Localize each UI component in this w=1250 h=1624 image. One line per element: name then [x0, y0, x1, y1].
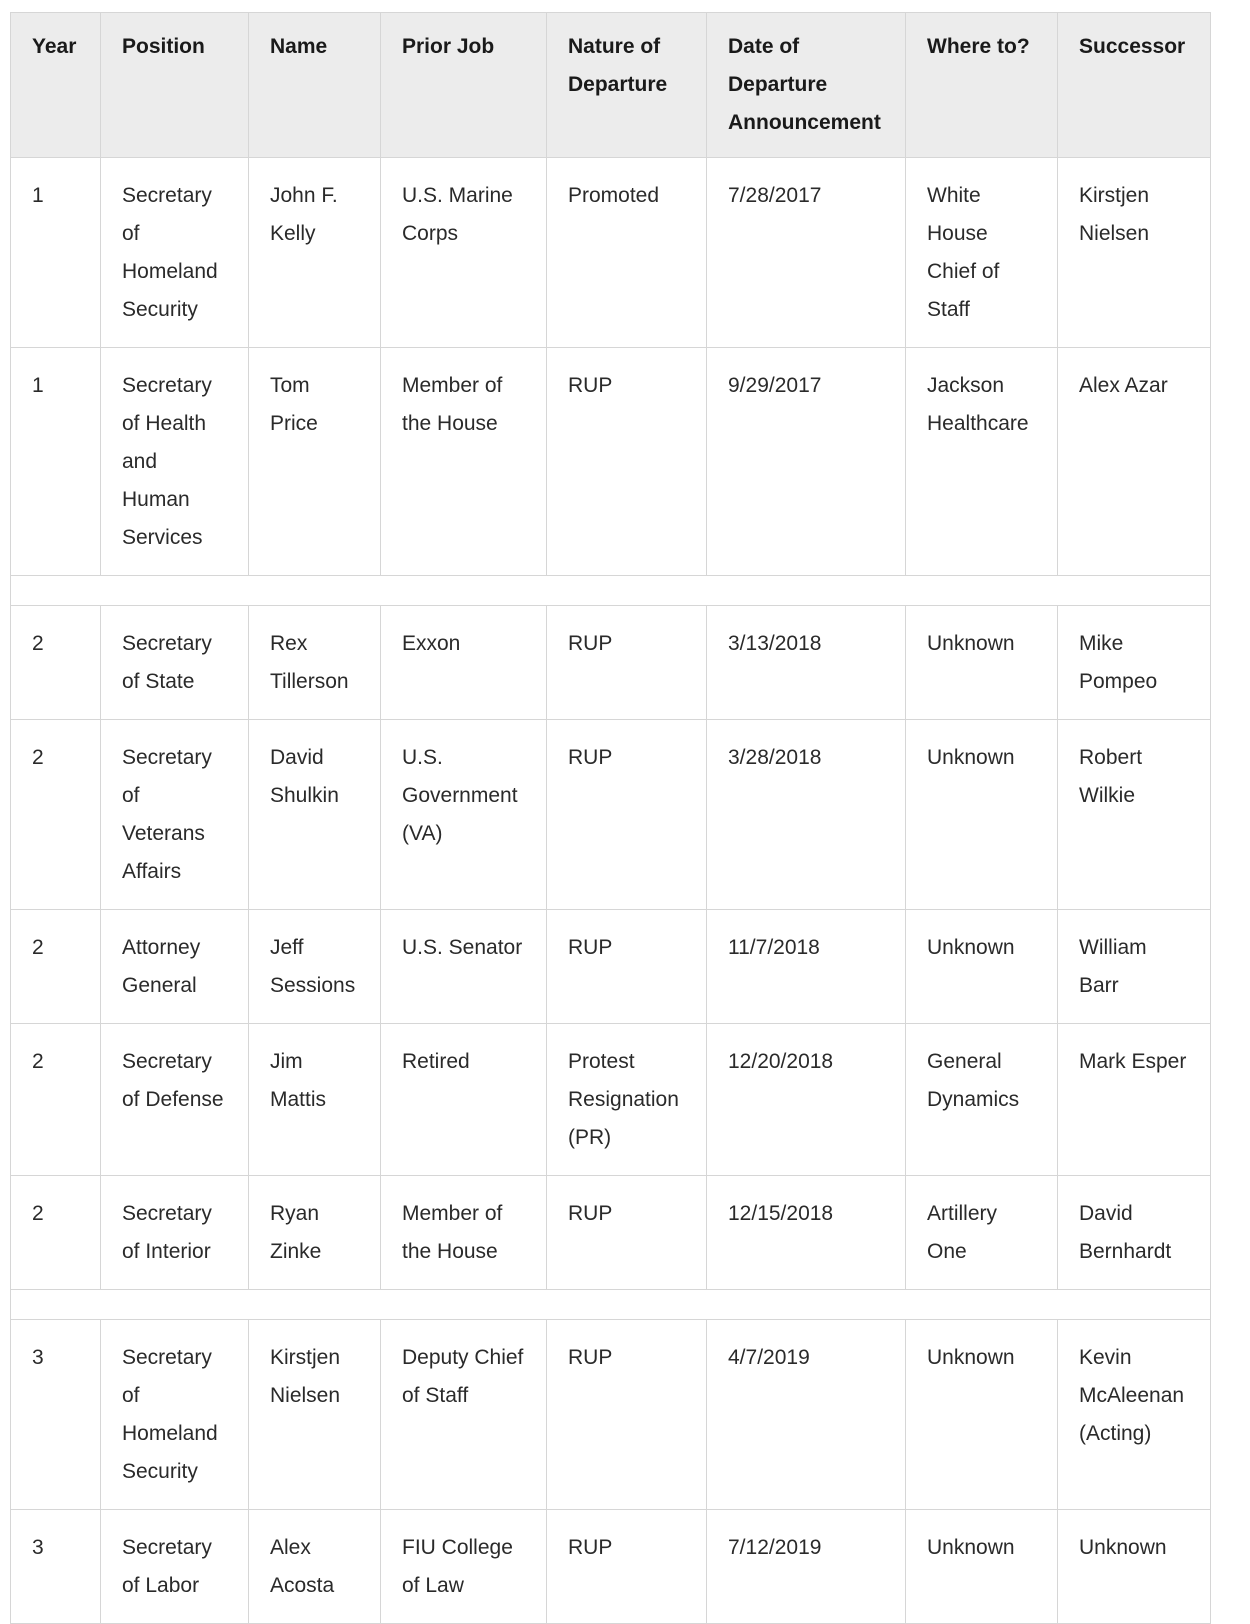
column-header-name: Name: [249, 13, 381, 158]
cell-prior-job: U.S. Senator: [381, 910, 547, 1024]
cell-position: Secretary of State: [101, 606, 249, 720]
table-row: [11, 348, 1211, 576]
cell-name: Rex Tillerson: [249, 606, 381, 720]
cell-nature-of-departure: RUP: [547, 1176, 707, 1290]
cell-nature-of-departure: Protest Resignation (PR): [547, 1024, 707, 1176]
cell-prior-job: U.S. Marine Corps: [381, 158, 547, 348]
cell-date-of-departure-announcement: 12/15/2018: [707, 1176, 906, 1290]
header-row: [11, 13, 1211, 158]
table-row: [11, 1176, 1211, 1290]
cell-nature-of-departure: RUP: [547, 348, 707, 576]
cell-where-to: General Dynamics: [906, 1024, 1058, 1176]
cell-position: Secretary of Interior: [101, 1176, 249, 1290]
cell-date-of-departure-announcement: 12/20/2018: [707, 1024, 906, 1176]
column-header-position: Position: [101, 13, 249, 158]
cell-date-of-departure-announcement: 11/7/2018: [707, 910, 906, 1024]
cell-prior-job: FIU College of Law: [381, 1510, 547, 1624]
table-body: [11, 158, 1211, 1624]
cell-year: 1: [11, 158, 101, 348]
cell-where-to: Unknown: [906, 1320, 1058, 1510]
cell-successor: Robert Wilkie: [1058, 720, 1211, 910]
cell-successor: Kirstjen Nielsen: [1058, 158, 1211, 348]
table-row: [11, 910, 1211, 1024]
cell-successor: Unknown: [1058, 1510, 1211, 1624]
cell-position: Secretary of Health and Human Services: [101, 348, 249, 576]
cell-successor: Mike Pompeo: [1058, 606, 1211, 720]
cell-name: Jeff Sessions: [249, 910, 381, 1024]
cell-year: 2: [11, 606, 101, 720]
cell-position: Secretary of Homeland Security: [101, 1320, 249, 1510]
column-header-year: Year: [11, 13, 101, 158]
cell-year: 2: [11, 720, 101, 910]
departures-table-container: [10, 12, 1210, 1624]
cell-year: 2: [11, 910, 101, 1024]
table-row: [11, 720, 1211, 910]
cell-name: Jim Mattis: [249, 1024, 381, 1176]
cell-where-to: White House Chief of Staff: [906, 158, 1058, 348]
cell-date-of-departure-announcement: 7/28/2017: [707, 158, 906, 348]
column-header-prior-job: Prior Job: [381, 13, 547, 158]
cell-where-to: Unknown: [906, 910, 1058, 1024]
cell-successor: Mark Esper: [1058, 1024, 1211, 1176]
cell-prior-job: Deputy Chief of Staff: [381, 1320, 547, 1510]
cell-successor: Kevin McAleenan (Acting): [1058, 1320, 1211, 1510]
cell-nature-of-departure: RUP: [547, 1510, 707, 1624]
table-row: [11, 158, 1211, 348]
cell-name: Kirstjen Nielsen: [249, 1320, 381, 1510]
cell-position: Secretary of Homeland Security: [101, 158, 249, 348]
group-spacer-row: [11, 1290, 1211, 1320]
cell-prior-job: Retired: [381, 1024, 547, 1176]
cell-name: John F. Kelly: [249, 158, 381, 348]
cell-position: Attorney General: [101, 910, 249, 1024]
cell-position: Secretary of Veterans Affairs: [101, 720, 249, 910]
cell-year: 2: [11, 1024, 101, 1176]
cell-year: 2: [11, 1176, 101, 1290]
table-row: [11, 606, 1211, 720]
table-row: [11, 1510, 1211, 1624]
cell-nature-of-departure: RUP: [547, 720, 707, 910]
table-row: [11, 1024, 1211, 1176]
cell-where-to: Unknown: [906, 606, 1058, 720]
cell-date-of-departure-announcement: 9/29/2017: [707, 348, 906, 576]
table-header: [11, 13, 1211, 158]
cell-where-to: Unknown: [906, 1510, 1058, 1624]
cell-successor: Alex Azar: [1058, 348, 1211, 576]
cell-where-to: Unknown: [906, 720, 1058, 910]
column-header-successor: Successor: [1058, 13, 1211, 158]
cell-prior-job: U.S. Government (VA): [381, 720, 547, 910]
cell-prior-job: Member of the House: [381, 348, 547, 576]
group-spacer-cell: [11, 576, 1211, 606]
cell-year: 3: [11, 1510, 101, 1624]
cell-position: Secretary of Labor: [101, 1510, 249, 1624]
cell-where-to: Artillery One: [906, 1176, 1058, 1290]
cell-name: Ryan Zinke: [249, 1176, 381, 1290]
table-row: [11, 1320, 1211, 1510]
cell-name: Alex Acosta: [249, 1510, 381, 1624]
cell-nature-of-departure: RUP: [547, 1320, 707, 1510]
cell-where-to: Jackson Healthcare: [906, 348, 1058, 576]
column-header-nature-of-departure: Nature of Departure: [547, 13, 707, 158]
departures-table: [10, 12, 1211, 1624]
cell-year: 3: [11, 1320, 101, 1510]
cell-name: Tom Price: [249, 348, 381, 576]
cell-nature-of-departure: Promoted: [547, 158, 707, 348]
cell-date-of-departure-announcement: 4/7/2019: [707, 1320, 906, 1510]
cell-successor: William Barr: [1058, 910, 1211, 1024]
group-spacer-row: [11, 576, 1211, 606]
cell-position: Secretary of Defense: [101, 1024, 249, 1176]
cell-date-of-departure-announcement: 3/13/2018: [707, 606, 906, 720]
cell-nature-of-departure: RUP: [547, 910, 707, 1024]
group-spacer-cell: [11, 1290, 1211, 1320]
column-header-date-of-departure-announcement: Date of Departure Announcement: [707, 13, 906, 158]
cell-successor: David Bernhardt: [1058, 1176, 1211, 1290]
cell-prior-job: Exxon: [381, 606, 547, 720]
cell-nature-of-departure: RUP: [547, 606, 707, 720]
cell-name: David Shulkin: [249, 720, 381, 910]
cell-date-of-departure-announcement: 3/28/2018: [707, 720, 906, 910]
cell-year: 1: [11, 348, 101, 576]
cell-prior-job: Member of the House: [381, 1176, 547, 1290]
column-header-where-to: Where to?: [906, 13, 1058, 158]
cell-date-of-departure-announcement: 7/12/2019: [707, 1510, 906, 1624]
